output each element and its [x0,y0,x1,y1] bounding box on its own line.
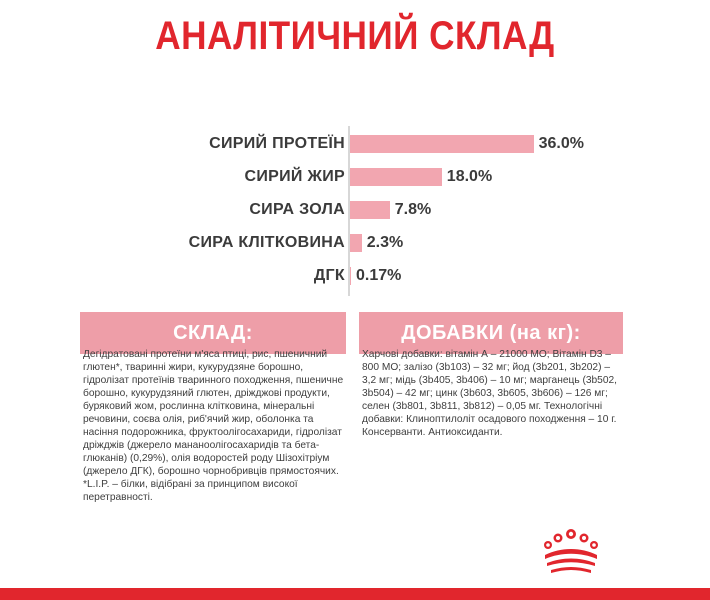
composition-body [83,348,345,504]
category-label: СИРИЙ ПРОТЕЇН [209,135,345,152]
value-label: 0.17% [356,267,402,284]
category-label: СИРА КЛІТКОВИНА [188,234,345,251]
bar [350,135,534,153]
composition-note: *L.I.P. – білки, відібрані за принципом високої перетравності. [83,479,298,503]
category-label: СИРА ЗОЛА [249,201,345,218]
category-label: СИРИЙ ЖИР [244,168,345,185]
page-title: АНАЛІТИЧНИЙ СКЛАД [155,14,555,58]
value-label: 18.0% [446,168,493,185]
additives-text: Харчові добавки: вітамін А – 21000 МО; Вітамін D3 – 800 МО; залізо (3b103) – 32 мг; йод (3b201, 3b202) – 3,2 мг; мідь (3b405, 3b406) – 10 мг; марганець (3b502, 3b504) – 42 мг; цинк (3b603, 3b605, 3b606) – 126 мг; селен (3b801, 3b811, 3b812) – 0,05 мг. Технологічні добавки: Клиноптилоліт осадового походження – 10 г. Консерванти. Антиоксиданти. [362,349,618,438]
category-label: ДГК [313,267,345,284]
brand-bottom-bar [0,588,710,600]
bar [350,201,390,219]
bar [350,168,442,186]
additives-heading: ДОБАВКИ (на кг): [359,312,623,354]
value-label: 36.0% [538,135,584,152]
royal-canin-crown-icon [541,527,601,575]
bar [350,267,351,285]
bar [350,234,362,252]
additives-body [362,348,624,439]
composition-text: Дегідратовані протеїни м'яса птиці, рис, пшеничний глютен*, тваринні жири, кукурудзяне борошно, гідролізат протеїнів тваринного походження, пшеничне борошно, кукурудзяний глютен, дріжджові продукти, буряковий жом, рослинна клітковина, мінеральні речовини, соєва олія, риб'ячий жир, оболонка та насіння подорожника, фруктоолігосахариди, гідролізат дріжджів (джерело мананоолігосахаридів та бета-глюканів) (0,29%), олія водоростей роду Шізохітріум (джерело ДГК), борошно чорнобривців прямостоячих. [83,349,344,477]
value-label: 7.8% [394,201,432,218]
composition-heading: СКЛАД: [80,312,346,354]
value-label: 2.3% [366,234,404,251]
